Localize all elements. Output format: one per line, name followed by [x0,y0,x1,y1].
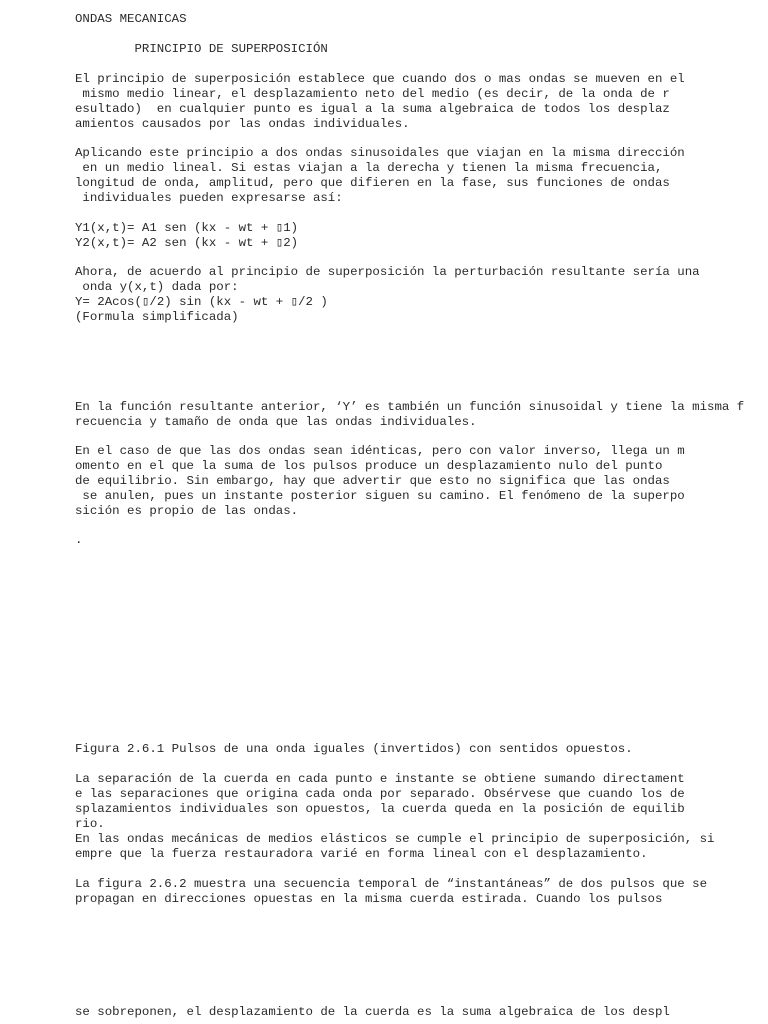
paragraph-line: En las ondas mecánicas de medios elásticos se cumple el principio de superposición, si [75,832,715,846]
paragraph-line: esultado) en cualquier punto es igual a la suma algebraica de todos los desplaz [75,102,670,116]
paragraph-line: empre que la fuerza restauradora varié en forma lineal con el desplazamiento. [75,847,648,861]
paragraph-line: rio. [75,817,105,831]
paragraph-line: Ahora, de acuerdo al principio de superposición la perturbación resultante sería una [75,265,700,279]
paragraph-line: recuencia y tamaño de onda que las ondas individuales. [75,415,477,429]
paragraph-line: La separación de la cuerda en cada punto e instante se obtiene sumando directament [75,772,685,786]
document-title: ONDAS MECANICAS [75,12,187,26]
paragraph-line: de equilibrio. Sin embargo, hay que advertir que esto no significa que las ondas [75,474,670,488]
paragraph-line: omento en el que la suma de los pulsos produce un desplazamiento nulo del punto [75,459,663,473]
paragraph-line: Aplicando este principio a dos ondas sinusoidales que viajan en la misma dirección [75,146,685,160]
paragraph-line: longitud de onda, amplitud, pero que difieren en la fase, sus funciones de ondas [75,176,670,190]
paragraph-line: La figura 2.6.2 muestra una secuencia temporal de “instantáneas” de dos pulsos que se [75,877,708,891]
paragraph-line: El principio de superposición establece que cuando dos o mas ondas se mueven en el [75,72,685,86]
paragraph-line: propagan en direcciones opuestas en la misma cuerda estirada. Cuando los pulsos [75,892,663,906]
paragraph-line: onda y(x,t) dada por: [75,280,239,294]
paragraph-line: individuales pueden expresarse así: [75,191,343,205]
paragraph-line: (Formula simplificada) [75,310,239,324]
equation-line: Y1(x,t)= A1 sen (kx - wt + ▯1) [75,221,299,235]
equation-line: Y2(x,t)= A2 sen (kx - wt + ▯2) [75,236,299,250]
paragraph-line: se sobreponen, el desplazamiento de la cuerda es la suma algebraica de los despl [75,1005,670,1019]
paragraph-line: sición es propio de las ondas. [75,504,299,518]
stray-dot: . [75,533,83,547]
paragraph-line: se anulen, pues un instante posterior siguen su camino. El fenómeno de la superpo [75,489,685,503]
section-heading: PRINCIPIO DE SUPERPOSICIÓN [75,42,328,56]
paragraph-line: en un medio lineal. Si estas viajan a la derecha y tienen la misma frecuencia, [75,161,663,175]
paragraph-line: e las separaciones que origina cada onda por separado. Obsérvese que cuando los de [75,787,685,801]
paragraph-line: mismo medio linear, el desplazamiento neto del medio (es decir, de la onda de r [75,87,670,101]
paragraph-line: En la función resultante anterior, ‘Y’ es también un función sinusoidal y tiene la misma f [75,400,745,414]
paragraph-line: En el caso de que las dos ondas sean idénticas, pero con valor inverso, llega un m [75,444,685,458]
paragraph-line: amientos causados por las ondas individuales. [75,117,410,131]
equation-line: Y= 2Acos(▯/2) sin (kx - wt + ▯/2 ) [75,295,328,309]
paragraph-line: splazamientos individuales son opuestos, la cuerda queda en la posición de equilib [75,802,685,816]
figure-caption: Figura 2.6.1 Pulsos de una onda iguales (invertidos) con sentidos opuestos. [75,742,633,756]
